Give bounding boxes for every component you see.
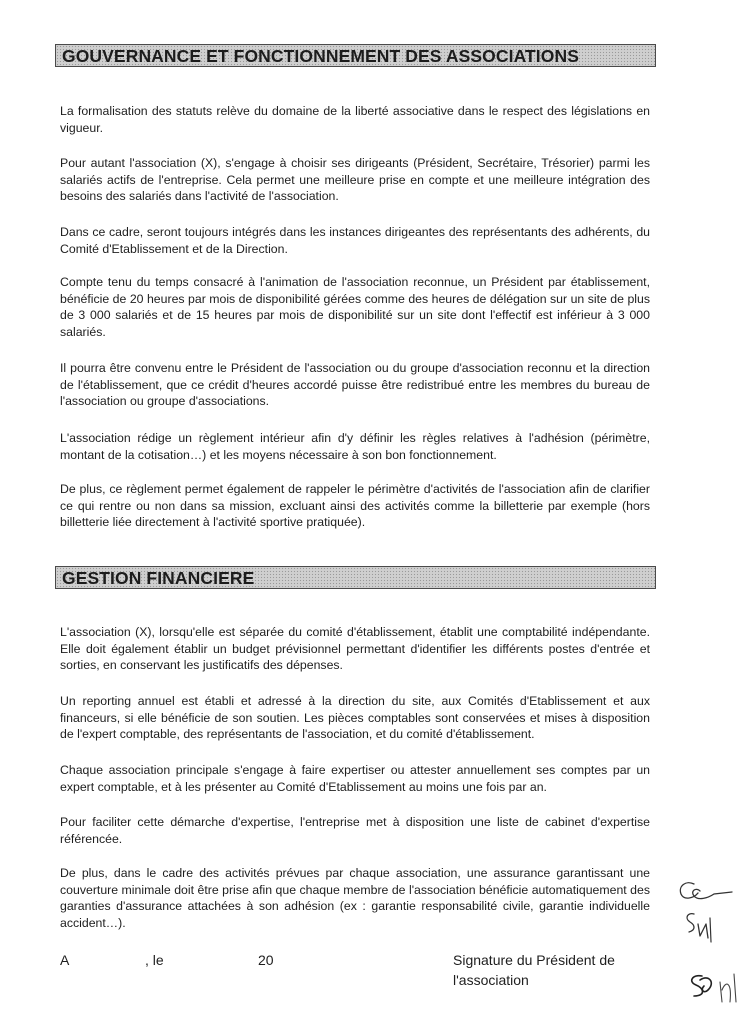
finance-paragraph-expertise: Chaque association principale s'engage à faire expertiser ou attester annuellement ses comptes par un expert comptable, et à les présenter au Comité d'Etablissement au moins une fois par an. [60, 763, 650, 794]
finance-paragraph-reporting: Un reporting annuel est établi et adressé à la direction du site, aux Comités d'Etablissement et aux financeurs, si elle bénéficie de son soutien. Les pièces comptables sont conservées et mises à disposition de l'expert comptable, des représentants de l'association, et du comité d'établissement. [60, 694, 650, 741]
governance-paragraph-instances: Dans ce cadre, seront toujours intégrés dans les instances dirigeantes des représentants des adhérents, du Comité d'Etablissement et de la Direction. [60, 225, 650, 256]
finance-paragraph-assurance: De plus, dans le cadre des activités prévues par chaque association, une assurance garantissant une couverture minimale doit être prise afin que chaque membre de l'association bénéficie automatiquement des garanties d'assurance attachées à son adhésion (ex : garantie responsabilité civile, garantie individuelle accident…). [60, 866, 650, 930]
finance-section-title: GESTION FINANCIERE [62, 568, 255, 588]
footer-place-prefix: A [60, 952, 70, 968]
finance-paragraph-cabinet: Pour faciliter cette démarche d'expertise, l'entreprise met à disposition une liste de cabinet d'expertise référencée. [60, 815, 650, 846]
handwritten-initials-bottom [682, 968, 744, 1008]
governance-paragraph-dirigeants: Pour autant l'association (X), s'engage à choisir ses dirigeants (Président, Secrétaire, Trésorier) parmi les salariés actifs de l'entreprise. Cela permet une meilleure prise en compte et une meilleure intégration des besoins des salariés dans l'activité de l'association. [60, 156, 650, 203]
footer-signature-label: Signature du Président de l'association [453, 952, 615, 988]
governance-section-title: GOUVERNANCE ET FONCTIONNEMENT DES ASSOCIATIONS [62, 46, 579, 66]
finance-paragraph-comptabilite: L'association (X), lorsqu'elle est séparée du comité d'établissement, établit une comptabilité indépendante. Elle doit également établir un budget prévisionnel permettant d'identifier les différents postes d'entrée et sorties, en conservant les justificatifs des dépenses. [60, 625, 650, 672]
governance-section-header [55, 44, 656, 67]
governance-paragraph-heures: Compte tenu du temps consacré à l'animation de l'association reconnue, un Président par établissement, bénéficie de 20 heures par mois de disponibilité gérées comme des heures de délégation sur un site de plus de 3 000 salariés et de 15 heures par mois de disponibilité sur un site dont l'effectif est inférieur à 3 000 salariés. [60, 275, 650, 339]
governance-paragraph-reglement: L'association rédige un règlement intérieur afin d'y définir les règles relatives à l'adhésion (périmètre, montant de la cotisation…) et les moyens nécessaire à son bon fonctionnement. [60, 431, 650, 462]
governance-paragraph-statuts: La formalisation des statuts relève du domaine de la liberté associative dans le respect des législations en vigueur. [60, 104, 650, 135]
footer-date-prefix: , le [145, 952, 164, 968]
finance-section-header [55, 566, 656, 589]
governance-paragraph-perimetre: De plus, ce règlement permet également de rappeler le périmètre d'activités de l'association afin de clarifier ce qui rentre ou non dans sa mission, excluant ainsi des activités comme la billetterie par exemple (hors billetterie liée directement à l'activité sportive pratiquée). [60, 482, 650, 529]
footer-year: 20 [258, 952, 274, 968]
handwritten-initials-top [676, 876, 738, 906]
governance-paragraph-credit-heures: Il pourra être convenu entre le Président de l'association ou du groupe d'association reconnu et la direction de l'établissement, que ce crédit d'heures accordé puisse être redistribué entre les membres du bureau de l'association ou groupe d'associations. [60, 361, 650, 408]
handwritten-initials-middle [680, 908, 720, 950]
